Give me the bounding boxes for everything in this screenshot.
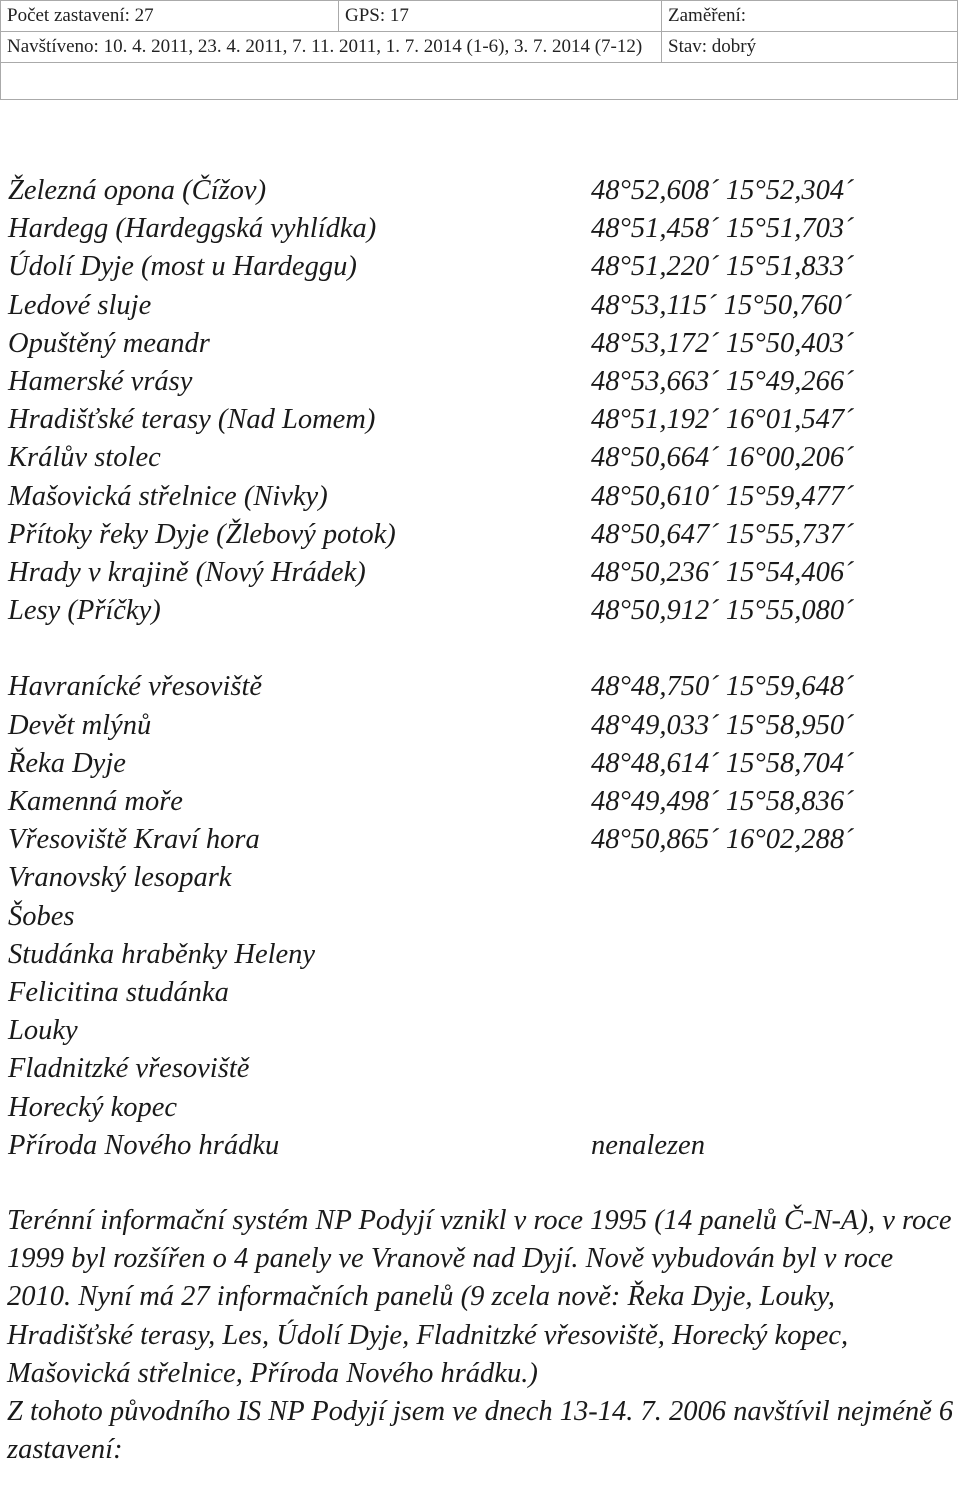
section-gap (0, 630, 960, 668)
list-item (0, 1050, 960, 1088)
list-item (0, 401, 960, 439)
header-table (0, 0, 960, 100)
stop-name: Hradišťské terasy (Nad Lomem) (8, 404, 376, 436)
list-item (0, 554, 960, 592)
list-item (0, 859, 960, 897)
stop-name: Vřesoviště Kraví hora (8, 824, 260, 856)
stop-name: Fladnitzké vřesoviště (8, 1053, 250, 1085)
stop-name: Šobes (8, 900, 75, 932)
description-text (7, 1202, 957, 1469)
stop-name: Opuštěný meandr (8, 327, 210, 359)
condition-status: Stav: dobrý (662, 32, 958, 63)
list-item (0, 363, 960, 401)
stop-name: Kamenná moře (8, 786, 183, 817)
stop-name: Králův stolec (8, 442, 161, 474)
list-item (0, 172, 960, 210)
stop-coordinates: 48°52,608´ 15°52,304´ (591, 175, 854, 206)
list-item (0, 592, 960, 630)
stop-coordinates: 48°51,458´ 15°51,703´ (591, 213, 854, 245)
stop-name: Mašovická střelnice (Nivky) (8, 480, 328, 512)
stop-coordinates: 48°50,647´ 15°55,737´ (591, 518, 854, 550)
stop-coordinates: 48°53,172´ 15°50,403´ (591, 327, 854, 359)
stop-name: Příroda Nového hrádku (8, 1129, 280, 1161)
visit-note-paragraph: Z tohoto původního IS NP Podyjí jsem ve dnech 13-14. 7. 2006 navštívil nejméně 6 zastavení: (7, 1396, 954, 1466)
stop-name: Felicitina studánka (8, 976, 229, 1008)
stop-count: Počet zastavení: 27 (1, 1, 339, 32)
stop-coordinates: 48°50,912´ 15°55,080´ (591, 595, 854, 627)
list-item (0, 516, 960, 554)
list-item (0, 478, 960, 516)
stop-coordinates: 48°50,664´ 16°00,206´ (591, 442, 854, 474)
stop-coordinates: 48°49,033´ 15°58,950´ (591, 709, 854, 741)
stop-coordinates: 48°51,192´ 16°01,547´ (591, 404, 854, 436)
stop-coordinates: 48°51,220´ 15°51,833´ (591, 251, 854, 283)
stop-name: Železná opona (Čížov) (8, 175, 267, 206)
stop-coordinates: 48°50,236´ 15°54,406´ (591, 556, 854, 588)
survey-label: Zaměření: (662, 1, 958, 32)
list-item (0, 1127, 960, 1165)
list-item (0, 439, 960, 477)
visited-dates: Navštíveno: 10. 4. 2011, 23. 4. 2011, 7. 11. 2011, 1. 7. 2014 (1-6), 3. 7. 2014 (7-12) (1, 32, 662, 63)
stop-list (0, 172, 960, 1165)
list-item (0, 325, 960, 363)
stop-coordinates: 48°50,610´ 15°59,477´ (591, 480, 854, 512)
stop-name: Vranovský lesopark (8, 862, 232, 894)
stop-coordinates: 48°53,115´ 15°50,760´ (591, 289, 852, 321)
stop-name: Údolí Dyje (most u Hardeggu) (8, 251, 357, 283)
stop-coordinates: 48°49,498´ 15°58,836´ (591, 786, 854, 817)
list-item (0, 974, 960, 1012)
list-item (0, 210, 960, 248)
stop-name: Devět mlýnů (8, 709, 152, 741)
list-item (0, 783, 960, 821)
list-item (0, 1089, 960, 1127)
list-item (0, 668, 960, 706)
stop-coordinates: nenalezen (591, 1129, 705, 1161)
list-item (0, 287, 960, 325)
stop-name: Louky (8, 1015, 78, 1047)
stop-name: Řeka Dyje (8, 747, 126, 779)
history-paragraph: Terénní informační systém NP Podyjí vznikl v roce 1995 (14 panelů Č-N-A), v roce 1999 byl rozšířen o 4 panely ve Vranově nad Dyjí. Nově vybudován byl v roce 2010. Nyní má 27 informačních panelů (9 zcela nově: Řeka Dyje, Louky, Hradišťské terasy, Les, Údolí Dyje, Fladnitzké vřesoviště, Horecký kopec, Mašovická střelnice, Příroda Nového hrádku.) (7, 1205, 952, 1389)
list-item (0, 898, 960, 936)
gps-count: GPS: 17 (339, 1, 662, 32)
empty-row (1, 63, 958, 100)
stop-coordinates: 48°48,614´ 15°58,704´ (591, 747, 854, 779)
stop-name: Havranícké vřesoviště (8, 671, 263, 703)
list-item (0, 707, 960, 745)
list-item (0, 936, 960, 974)
stop-coordinates: 48°48,750´ 15°59,648´ (591, 671, 854, 703)
list-item (0, 1012, 960, 1050)
stop-name: Hrady v krajině (Nový Hrádek) (8, 556, 366, 588)
stop-name: Horecký kopec (8, 1091, 178, 1123)
stop-name: Hardegg (Hardeggská vyhlídka) (8, 213, 377, 245)
list-item (0, 248, 960, 286)
stop-name: Studánka hraběnky Heleny (8, 938, 316, 970)
stop-coordinates: 48°53,663´ 15°49,266´ (591, 365, 854, 397)
stop-coordinates: 48°50,865´ 16°02,288´ (591, 824, 854, 856)
list-item (0, 821, 960, 859)
stop-name: Lesy (Příčky) (8, 595, 161, 627)
stop-name: Hamerské vrásy (8, 365, 193, 397)
stop-name: Přítoky řeky Dyje (Žlebový potok) (8, 518, 396, 550)
list-item (0, 745, 960, 783)
stop-name: Ledové sluje (8, 289, 152, 321)
